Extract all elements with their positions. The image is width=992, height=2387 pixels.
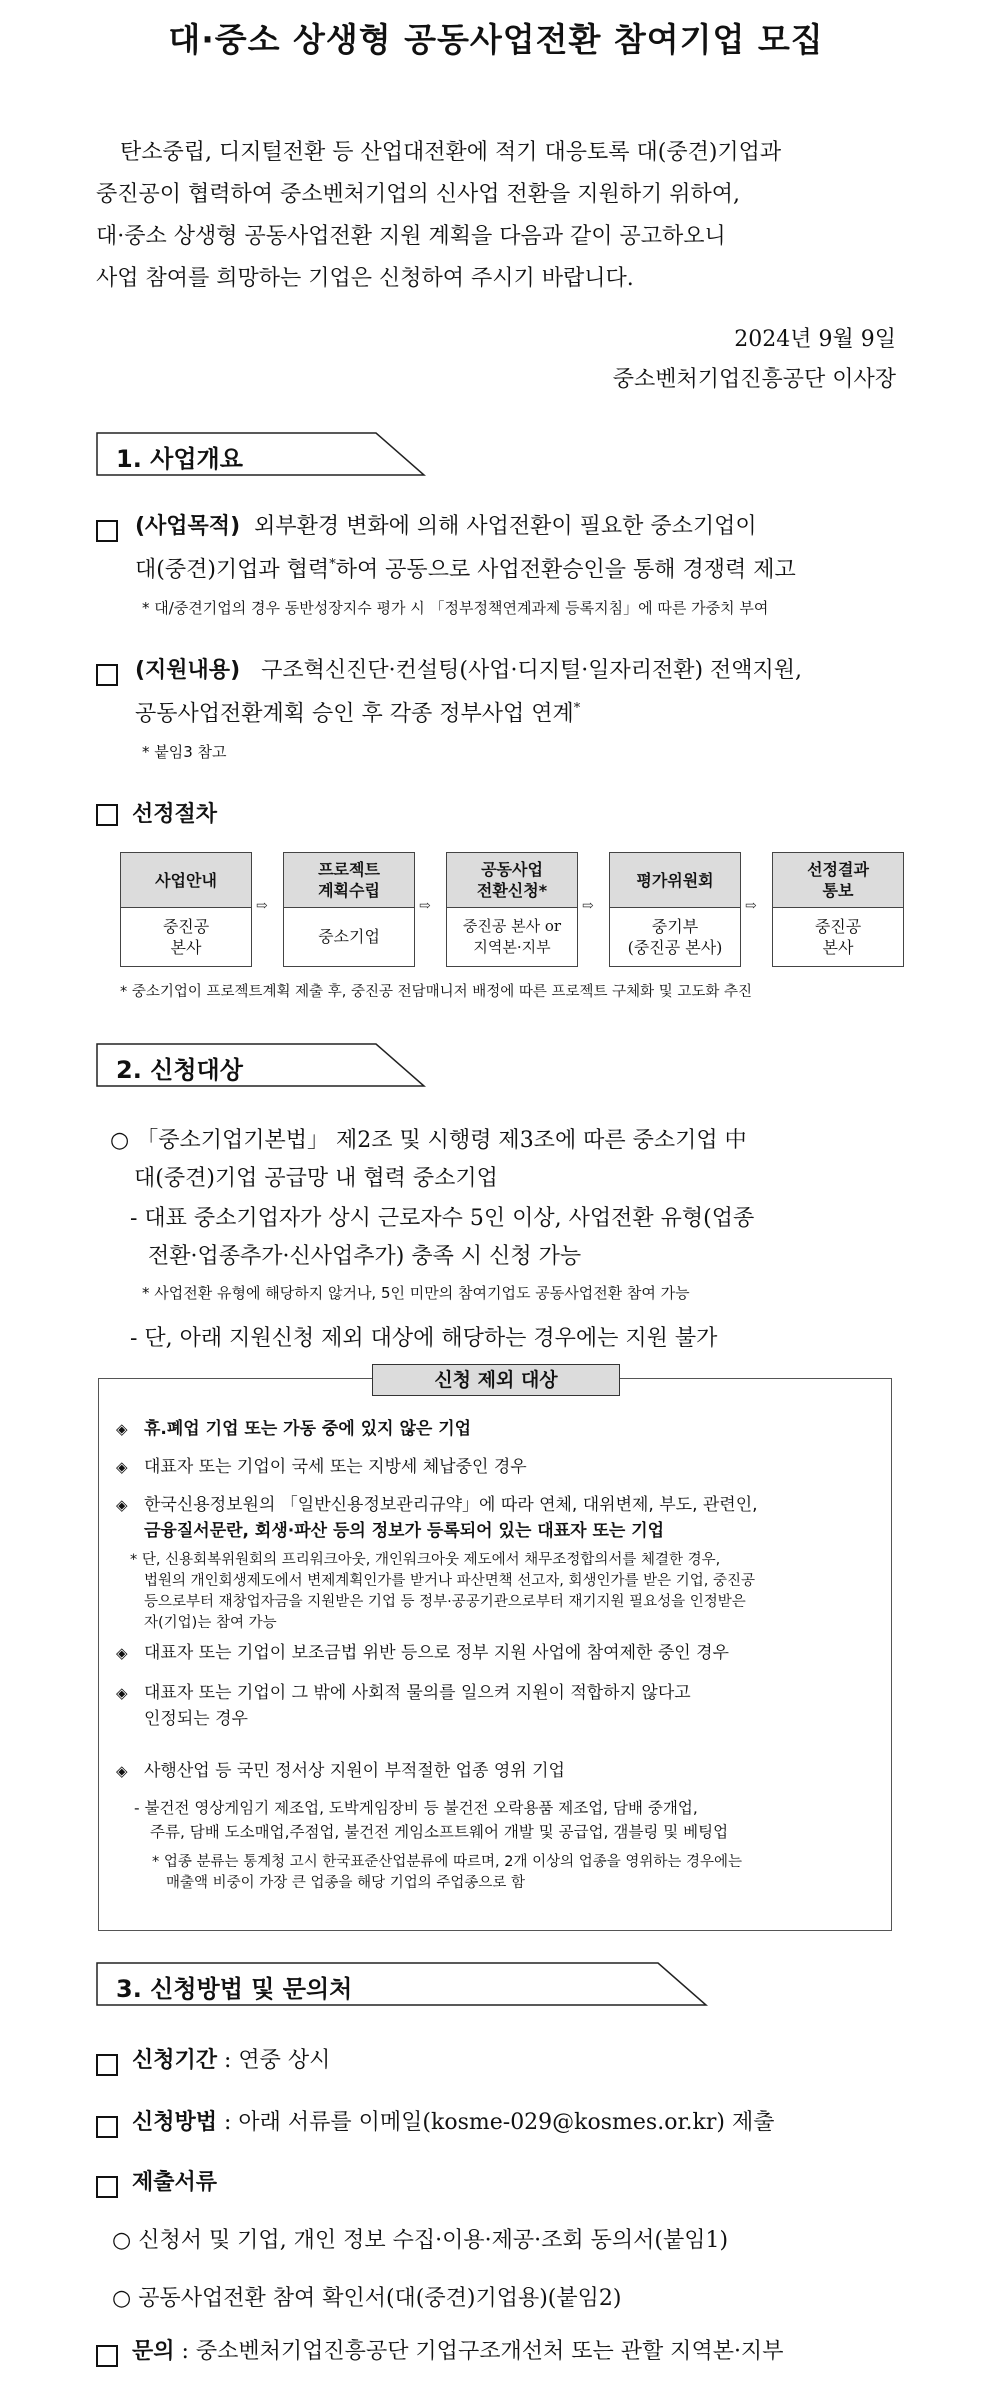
flow-step-3 xyxy=(446,852,578,967)
period-row xyxy=(132,2042,330,2080)
target-main-line-1: ○ 「중소기업기본법」 제2조 및 시행령 제3조에 따른 중소기업 中 xyxy=(110,1128,747,1153)
exclusion-tag: 신청 제외 대상 xyxy=(372,1364,620,1396)
exclusion-note-line: 등으로부터 재창업자금을 지원받은 기업 등 정부·공공기관으로부터 재기지원 필요성을 인정받은 xyxy=(144,1594,746,1610)
diamond-bullet-icon: ◈ xyxy=(116,1496,128,1514)
diamond-bullet-icon: ◈ xyxy=(116,1458,128,1476)
intro-line-3: 대·중소 상생형 공동사업전환 지원 계획을 다음과 같이 공고하오니 xyxy=(96,224,726,249)
exclusion-note-line: 법원의 개인회생제도에서 변제계획인가를 받거나 파산면책 선고자, 회생인가를 받은 기업, 중진공 xyxy=(144,1573,755,1589)
exclusion-item-1: 휴.폐업 기업 또는 가동 중에 있지 않은 기업 xyxy=(144,1419,472,1439)
checkbox-icon xyxy=(96,804,118,826)
flow-step-2-head: 프로젝트 계획수립 xyxy=(284,853,414,908)
target-sub-1 xyxy=(130,1200,900,1276)
section-1-title: 1. 사업개요 xyxy=(116,445,243,473)
diamond-bullet-icon: ◈ xyxy=(116,1684,128,1702)
period-label: 신청기간 xyxy=(132,2048,218,2073)
method-row xyxy=(132,2104,774,2142)
exclusion-item-3 xyxy=(144,1492,879,1544)
checkbox-icon xyxy=(96,2116,118,2138)
flow-step-5-body: 중진공 본사 xyxy=(814,916,862,957)
support-note: * 붙임3 참고 xyxy=(142,743,227,761)
exclusion-note-line: 매출액 비중이 가장 큰 업종을 해당 기업의 주업종으로 함 xyxy=(166,1875,526,1891)
exclusion-item-2: 대표자 또는 기업이 국세 또는 지방세 체납중인 경우 xyxy=(144,1457,527,1477)
purpose-note: * 대/중견기업의 경우 동반성장지수 평가 시 「정부정책연계과제 등록지침」에 따른 가중치 부여 xyxy=(142,599,769,617)
contact-row xyxy=(132,2333,783,2371)
announcement-signer: 중소벤처기업진흥공단 이사장 xyxy=(612,367,896,392)
exclusion-item-5 xyxy=(144,1680,879,1732)
method-label: 신청방법 xyxy=(132,2110,218,2135)
period-value: : 연중 상시 xyxy=(224,2048,331,2073)
intro-line-1: 탄소중립, 디지털전환 등 산업대전환에 적기 대응토록 대(중견)기업과 xyxy=(120,140,782,165)
checkbox-icon xyxy=(96,520,118,542)
contact-value: : 중소벤처기업진흥공단 기업구조개선처 또는 관할 지역본·지부 xyxy=(181,2339,784,2364)
purpose-line-2b: 하여 공동으로 사업전환승인을 통해 경쟁력 제고 xyxy=(335,557,796,583)
checkbox-icon xyxy=(96,2054,118,2076)
doc-item-2: ○ 공동사업전환 참여 확인서(대(중견)기업용)(붙임2) xyxy=(112,2286,622,2311)
support-line-2: 공동사업전환계획 승인 후 각종 정부사업 연계 xyxy=(135,701,574,727)
docs-label: 제출서류 xyxy=(132,2170,218,2195)
flow-arrow-icon: ⇨ xyxy=(419,898,431,914)
target-main-line-2: 대(중견)기업 공급망 내 협력 중소기업 xyxy=(134,1166,498,1191)
announcement-date: 2024년 9월 9일 xyxy=(734,327,896,352)
flow-step-1-head: 사업안내 xyxy=(121,853,251,908)
flow-step-1 xyxy=(120,852,252,967)
method-value: : 아래 서류를 이메일(kosme-029@kosmes.or.kr) 제출 xyxy=(224,2110,775,2135)
contact-label: 문의 xyxy=(132,2339,175,2364)
flow-step-1-body: 중진공 본사 xyxy=(162,916,210,957)
support-sup: * xyxy=(573,701,581,716)
flow-arrow-icon: ⇨ xyxy=(582,898,594,914)
diamond-bullet-icon: ◈ xyxy=(116,1644,128,1662)
flow-step-5-head: 선정결과 통보 xyxy=(773,853,903,908)
procedure-heading: 선정절차 xyxy=(132,802,218,827)
checkbox-icon xyxy=(96,2176,118,2198)
flow-step-3-head: 공동사업 전환신청* xyxy=(447,853,577,908)
procedure-note: * 중소기업이 프로젝트계획 제출 후, 중진공 전담매니저 배정에 따른 프로젝트 구체화 및 고도화 추진 xyxy=(120,984,753,1000)
purpose-sup: * xyxy=(329,557,336,572)
section-1-heading xyxy=(96,432,426,476)
intro-paragraph xyxy=(96,132,896,300)
intro-line-4: 사업 참여를 희망하는 기업은 신청하여 주시기 바랍니다. xyxy=(96,266,634,291)
target-sub-1-line-2: 전환·업종추가·신사업추가) 충족 시 신청 가능 xyxy=(148,1244,582,1269)
diamond-bullet-icon: ◈ xyxy=(116,1762,128,1780)
target-sub-1-line-1: - 대표 중소기업자가 상시 근로자수 5인 이상, 사업전환 유형(업종 xyxy=(130,1206,755,1231)
flow-arrow-icon: ⇨ xyxy=(745,898,757,914)
exclusion-note-line: * 단, 신용회복위원회의 프리워크아웃, 개인워크아웃 제도에서 채무조정합의서를 체결한 경우, xyxy=(130,1552,721,1568)
exclusion-sub-line: 주류, 담배 도소매업,주점업, 불건전 게임소프트웨어 개발 및 공급업, 갬블링 및 베팅업 xyxy=(150,1823,729,1841)
exclusion-item-6-sub xyxy=(134,1796,884,1844)
flow-step-5 xyxy=(772,852,904,967)
section-2-heading xyxy=(96,1043,426,1087)
page-title: 대·중소 상생형 공동사업전환 참여기업 모집 xyxy=(168,20,824,59)
flow-step-4 xyxy=(609,852,741,967)
checkbox-icon xyxy=(96,664,118,686)
exclusion-note-line: * 업종 분류는 통계청 고시 한국표준산업분류에 따르며, 2개 이상의 업종을 영위하는 경우에는 xyxy=(152,1854,743,1870)
diamond-bullet-icon: ◈ xyxy=(116,1420,128,1438)
checkbox-icon xyxy=(96,2345,118,2367)
flow-step-2-body: 중소기업 xyxy=(318,927,380,946)
section-3-title: 3. 신청방법 및 문의처 xyxy=(116,1975,353,2003)
intro-line-2: 중진공이 협력하여 중소벤처기업의 신사업 전환을 지원하기 위하여, xyxy=(96,182,741,207)
target-main xyxy=(110,1122,900,1198)
flow-step-2 xyxy=(283,852,415,967)
purpose-line-2a: 대(중견)기업과 협력 xyxy=(135,557,330,583)
exclusion-item-3-line-1: 한국신용정보원의 「일반신용정보관리규약」에 따라 연체, 대위변제, 부도, 관련인, xyxy=(144,1495,758,1515)
flow-step-4-head: 평가위원회 xyxy=(610,853,740,908)
exclusion-item-4: 대표자 또는 기업이 보조금법 위반 등으로 정부 지원 사업에 참여제한 중인 경우 xyxy=(144,1643,729,1663)
target-note: * 사업전환 유형에 해당하지 않거나, 5인 미만의 참여기업도 공동사업전환 참여 가능 xyxy=(142,1284,690,1302)
doc-item-1: ○ 신청서 및 기업, 개인 정보 수집·이용·제공·조회 동의서(붙임1) xyxy=(112,2228,729,2253)
exclusion-item-3-line-2: 금융질서문란, 회생·파산 등의 정보가 등록되어 있는 대표자 또는 기업 xyxy=(144,1521,665,1541)
exclusion-item-5-line-2: 인정되는 경우 xyxy=(144,1709,248,1729)
exclusion-item-3-note xyxy=(130,1550,880,1634)
flow-arrow-icon: ⇨ xyxy=(256,898,268,914)
purpose-label: (사업목적) xyxy=(135,514,241,539)
support-line-1: 구조혁신진단·컨설팅(사업·디지털·일자리전환) 전액지원, xyxy=(261,658,803,683)
flow-step-3-body: 중진공 본사 or 지역본·지부 xyxy=(462,916,562,956)
section-3-heading xyxy=(96,1962,708,2006)
target-sub-2: - 단, 아래 지원신청 제외 대상에 해당하는 경우에는 지원 불가 xyxy=(130,1326,718,1351)
exclusion-note-line: 자(기업)는 참여 가능 xyxy=(144,1615,277,1631)
purpose-line-1: 외부환경 변화에 의해 사업전환이 필요한 중소기업이 xyxy=(254,514,757,539)
support-block xyxy=(135,652,895,733)
exclusion-item-6: 사행산업 등 국민 정서상 지원이 부적절한 업종 영위 기업 xyxy=(144,1761,565,1781)
purpose-block xyxy=(135,508,895,589)
section-2-title: 2. 신청대상 xyxy=(116,1056,243,1084)
support-label: (지원내용) xyxy=(135,658,241,683)
exclusion-item-5-line-1: 대표자 또는 기업이 그 밖에 사회적 물의를 일으켜 지원이 적합하지 않다고 xyxy=(144,1683,691,1703)
exclusion-sub-line: - 불건전 영상게임기 제조업, 도박게임장비 등 불건전 오락용품 제조업, 담배 중개업, xyxy=(134,1799,698,1817)
exclusion-item-6-note xyxy=(152,1852,882,1894)
flow-step-4-body: 중기부 (중진공 본사) xyxy=(627,916,723,957)
